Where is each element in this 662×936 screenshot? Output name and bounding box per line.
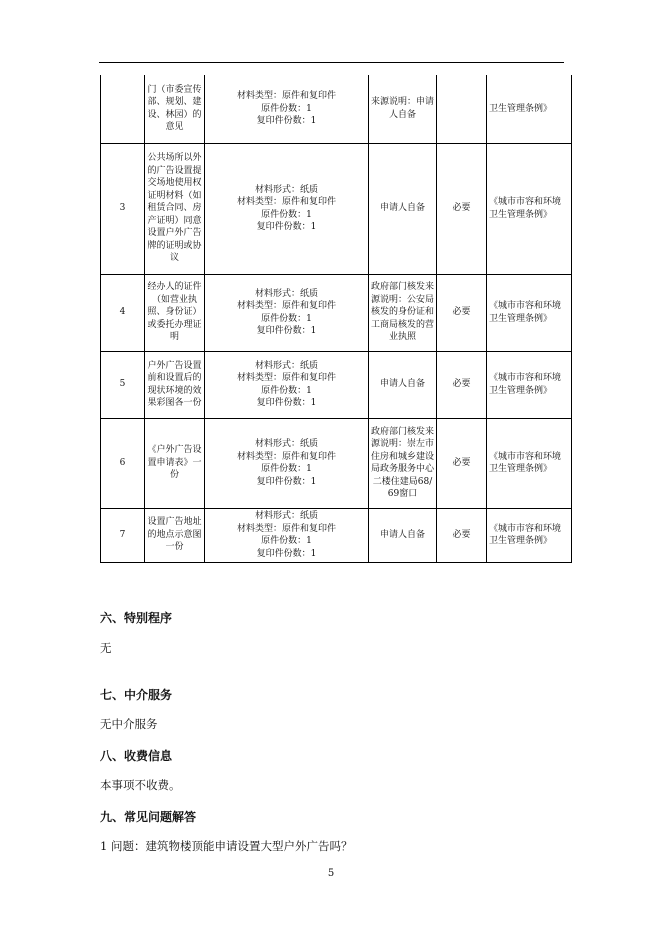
material-spec (205, 418, 369, 508)
material-source: 申请人自备 (369, 143, 437, 274)
spec-line: 原件份数：1 (261, 209, 312, 220)
section-heading: 九、常见问题解答 (100, 810, 197, 824)
row-number (101, 75, 145, 143)
spec-line: 复印件份数：1 (256, 326, 317, 336)
material-name: 户外广告设置前和设置后的现状环境的效果彩图各一份 (145, 351, 205, 418)
spec-line: 复印件份数：1 (256, 398, 317, 408)
section-heading: 八、收费信息 (100, 749, 173, 763)
section-intermediary-body (100, 716, 158, 732)
material-name: 门（市委宣传部、规划、建设、林园）的意见 (145, 75, 205, 143)
legal-basis: 《城市市容和环境卫生管理条例》 (487, 351, 572, 418)
spec-line: 材料类型：原件和复印件 (236, 91, 336, 101)
table-row (101, 508, 572, 562)
spec-line: 材料形式：纸质 (254, 360, 318, 371)
legal-basis: 卫生管理条例》 (487, 75, 572, 143)
section-fees-body (100, 777, 181, 793)
section-fees (100, 747, 172, 764)
section-text: 无中介服务 (100, 717, 158, 731)
material-spec (205, 274, 369, 351)
required-flag (437, 75, 487, 143)
section-text: 无 (100, 641, 112, 655)
legal-basis: 《城市市容和环境卫生管理条例》 (487, 508, 572, 562)
table-row (101, 75, 572, 143)
material-source: 政府部门核发来源说明：公安局核发的身份证和工商局核发的营业执照 (369, 274, 437, 351)
spec-line: 材料类型：原件和复印件 (236, 451, 336, 462)
table-row (101, 351, 572, 418)
material-spec (205, 75, 369, 143)
material-source: 政府部门核发来源说明：崇左市住房和城乡建设局政务服务中心二楼住建局68/69窗口 (369, 418, 437, 508)
spec-line: 材料形式：纸质 (254, 288, 318, 299)
table-row (101, 418, 572, 508)
page-number: 5 (327, 868, 335, 879)
material-name: 设置广告地址的地点示意图一份 (145, 508, 205, 562)
section-special-body (100, 640, 112, 656)
row-number: 4 (101, 274, 145, 351)
row-number: 3 (101, 143, 145, 274)
section-text: 本事项不收费。 (100, 778, 181, 792)
required-flag: 必要 (437, 143, 487, 274)
row-number: 7 (101, 508, 145, 562)
section-special-procedure (100, 609, 172, 626)
material-spec (205, 143, 369, 274)
spec-line: 原件份数：1 (261, 103, 312, 114)
spec-line: 原件份数：1 (261, 464, 312, 474)
section-text: 1 问题：建筑物楼顶能申请设置大型户外广告吗？ (100, 839, 353, 853)
spec-line: 材料形式：纸质 (254, 439, 318, 449)
legal-basis: 《城市市容和环境卫生管理条例》 (487, 143, 572, 274)
legal-basis: 《城市市容和环境卫生管理条例》 (487, 418, 572, 508)
spec-line: 复印件份数：1 (256, 222, 317, 232)
spec-line: 材料类型：原件和复印件 (236, 523, 336, 534)
spec-line: 复印件份数：1 (256, 548, 317, 559)
materials-table (100, 75, 572, 563)
spec-line: 复印件份数：1 (256, 116, 317, 126)
table-row (101, 274, 572, 351)
section-heading: 六、特别程序 (100, 611, 173, 625)
material-source: 申请人自备 (369, 508, 437, 562)
row-number: 5 (101, 351, 145, 418)
legal-basis: 《城市市容和环境卫生管理条例》 (487, 274, 572, 351)
spec-line: 原件份数：1 (261, 385, 312, 396)
material-spec (205, 508, 369, 562)
spec-line: 材料类型：原件和复印件 (236, 373, 336, 383)
required-flag: 必要 (437, 418, 487, 508)
spec-line: 材料形式：纸质 (254, 511, 318, 521)
material-source: 申请人自备 (369, 351, 437, 418)
section-faq-body (100, 838, 352, 854)
section-faq (100, 808, 196, 825)
required-flag: 必要 (437, 274, 487, 351)
spec-line: 复印件份数：1 (256, 476, 317, 487)
material-spec (205, 351, 369, 418)
material-source: 来源说明：申请人自备 (369, 75, 437, 143)
spec-line: 原件份数：1 (261, 313, 312, 324)
row-number: 6 (101, 418, 145, 508)
spec-line: 材料类型：原件和复印件 (236, 301, 336, 311)
material-name: 公共场所以外的广告设置提交场地使用权证明材料（如租赁合同、房产证明）同意设置户外广告牌的证明或协议 (145, 143, 205, 274)
spec-line: 材料类型：原件和复印件 (236, 197, 336, 207)
material-name: 《户外广告设置申请表》一份 (145, 418, 205, 508)
table-row (101, 143, 572, 274)
required-flag: 必要 (437, 508, 487, 562)
spec-line: 材料形式：纸质 (254, 184, 318, 195)
spec-line: 原件份数：1 (261, 536, 312, 546)
material-name: 经办人的证件（如营业执照、身份证）或委托办理证明 (145, 274, 205, 351)
section-intermediary (100, 686, 172, 703)
section-heading: 七、中介服务 (100, 688, 173, 702)
header-rule (99, 62, 564, 63)
required-flag: 必要 (437, 351, 487, 418)
